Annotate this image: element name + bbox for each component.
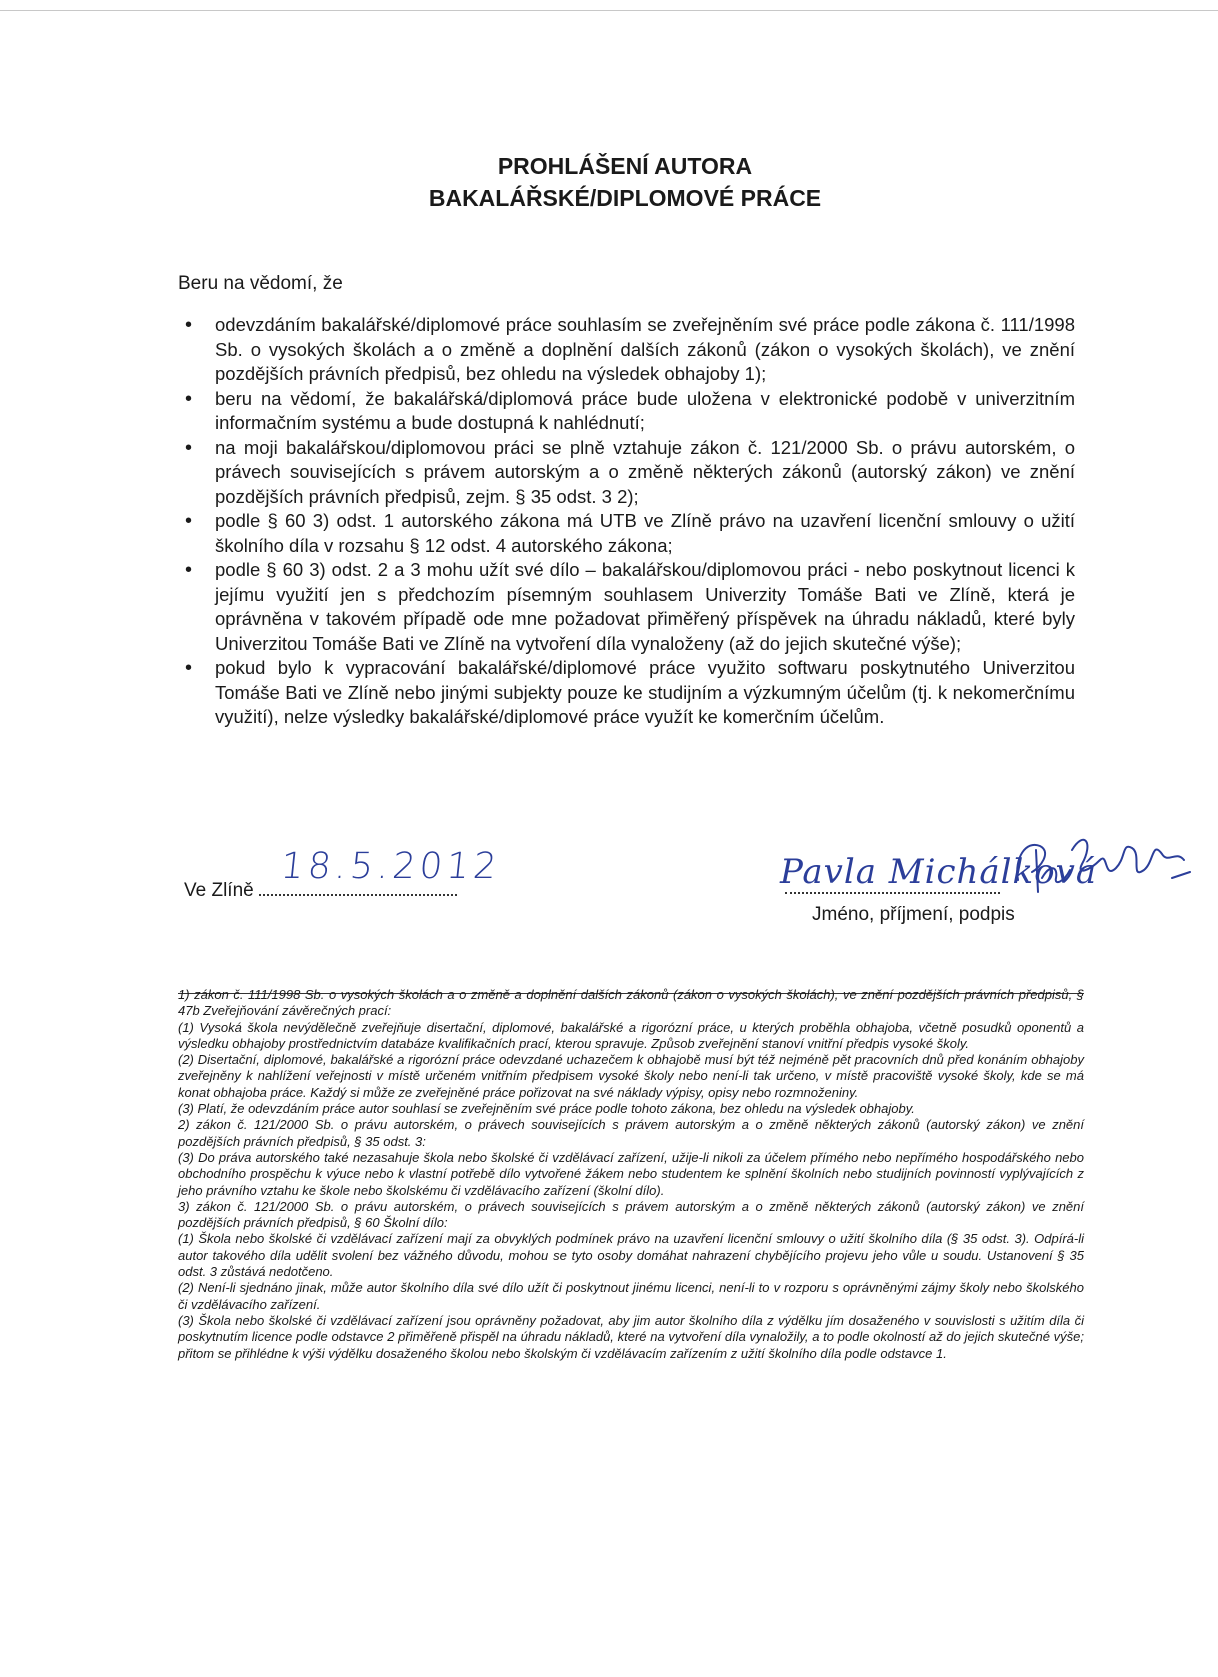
intro-text: Beru na vědomí, že xyxy=(178,273,343,294)
handwritten-date: 18.5.2012 xyxy=(278,846,503,887)
date-dotted-line xyxy=(259,846,503,896)
place-label: Ve Zlíně xyxy=(184,880,254,901)
declaration-item: • beru na vědomí, že bakalářská/diplomová práce bude uložena v elektronické podobě v univerzitním informačním systému a bude dostupná k nahlédnutí; xyxy=(215,387,1075,436)
footnote-paragraph: (3) Škola nebo školské či vzdělávací zařízení jsou oprávněny požadovat, aby jim autor školního díla z výdělku jím dosaženého v souvislosti s užitím díla či poskytnutím licence podle odstavce 2 přiměřeně přispěl na úhradu nákladů, které na vytvoření díla vynaložily, a to podle okolností až do jejich skutečné výše; přitom se přihlédne k výši výdělku dosaženého školou nebo školským či vzdělávacím zařízením z užití školního díla podle odstavce 1. xyxy=(178,1312,1084,1361)
footnote-paragraph: (3) Platí, že odevzdáním práce autor souhlasí se zveřejněním své práce podle tohoto zákona, bez ohledu na výsledek obhajoby. xyxy=(178,1101,915,1117)
footnote-paragraph: 1) zákon č. 111/1998 Sb. o vysokých školách a o změně a doplnění dalších zákonů (zákon o vysokých školách), ve znění pozdějších právních předpisů, § 47b Zveřejňování závěrečných prací: xyxy=(178,987,1084,1019)
footnotes xyxy=(178,987,1084,1362)
footnote-paragraph: (2) Disertační, diplomové, bakalářské a rigorózní práce odevzdané uchazečem k obhajobě musí být též nejméně pět pracovních dnů před konáním obhajoby zveřejněny k nahlížení veřejnosti v místě určeném vnitřním předpisem vysoké školy nebo není-li tak určeno, v místě pracoviště vysoké školy, kde se má konat obhajoba práce. Každý si může ze zveřejněné práce pořizovat na své náklady výpisy, opisy nebo rozmnoženiny. xyxy=(178,1052,1084,1100)
footnote-paragraph: 2) zákon č. 121/2000 Sb. o právu autorském, o právech souvisejících s právem autorským a o změně některých zákonů (autorský zákon) ve znění pozdějších právních předpisů, § 35 odst. 3: xyxy=(178,1117,1084,1149)
scan-top-edge xyxy=(0,10,1218,11)
declaration-item: • odevzdáním bakalářské/diplomové práce souhlasím se zveřejněním své práce podle zákona č. 111/1998 Sb. o vysokých školách a o změně a doplnění dalších zákonů (zákon o vysokých školách), ve znění pozdějších právních předpisů, bez ohledu na výsledek obhajoby 1); xyxy=(215,313,1075,387)
declaration-item: • podle § 60 3) odst. 1 autorského zákona má UTB ve Zlíně právo na uzavření licenční smlouvy o užití školního díla v rozsahu § 12 odst. 4 autorského zákona; xyxy=(215,509,1075,558)
footnote-paragraph: (1) Škola nebo školské či vzdělávací zařízení mají za obvyklých podmínek právo na uzavření licenční smlouvy o užití školního díla (§ 35 odst. 3). Odpírá-li autor takového díla udělit svolení bez vážného důvodu, mohou se tyto osoby domáhat nahrazení chybějícího projevu jeho vůle u soudu. Ustanovení § 35 odst. 3 zůstává nedotčeno. xyxy=(178,1231,1084,1280)
title-line-2: BAKALÁŘSKÉ/DIPLOMOVÉ PRÁCE xyxy=(428,185,822,211)
handwritten-name: Pavla Michálková xyxy=(780,852,1098,892)
footnote-paragraph: 3) zákon č. 121/2000 Sb. o právu autorském, o právech souvisejících s právem autorským a o změně některých zákonů (autorský zákon) ve znění pozdějších právních předpisů, § 60 Školní dílo: xyxy=(178,1198,1084,1231)
declaration-item: • podle § 60 3) odst. 2 a 3 mohu užít své dílo – bakalářskou/diplomovou práci - nebo poskytnout licenci k jejímu využití jen s předchozím písemným souhlasem Univerzity Tomáše Bati ve Zlíně, která je oprávněna v takovém případě ode mne požadovat přiměřený příspěvek na úhradu nákladů, které byly Univerzitou Tomáše Bati ve Zlíně na vytvoření díla vynaloženy (až do jejich skutečné výše); xyxy=(215,558,1075,656)
footnote-paragraph: (3) Do práva autorského také nezasahuje škola nebo školské či vzdělávací zařízení, užije-li nikoli za účelem přímého nebo nepřímého hospodářského nebo obchodního prospěchu k výuce nebo k vlastní potřebě dílo vytvořené žákem nebo studentem ke splnění školních nebo studijních povinností vyplývajících z jeho právního vztahu ke škole nebo školskému či vzdělávacího zařízení (školní dílo). xyxy=(178,1149,1084,1198)
place-date-line xyxy=(184,846,503,902)
declaration-list xyxy=(215,313,1075,730)
footnote-paragraph: (2) Není-li sjednáno jinak, může autor školního díla své dílo užít či poskytnout jinému licenci, není-li to v rozporu s oprávněnými zájmy školy nebo školského či vzdělávacího zařízení. xyxy=(178,1280,1084,1312)
document-title xyxy=(0,150,1218,214)
declaration-item: • pokud bylo k vypracování bakalářské/diplomové práce využito softwaru poskytnutého Univerzitou Tomáše Bati ve Zlíně nebo jinými subjekty pouze ke studijním a výzkumným účelům (tj. k nekomerčnímu využití), nelze výsledky bakalářské/diplomové práce využít ke komerčním účelům. xyxy=(215,656,1075,730)
footnote-paragraph: (1) Vysoká škola nevýdělečně zveřejňuje disertační, diplomové, bakalářské a rigorózní práce, u kterých proběhla obhajoba, včetně posudků oponentů a výsledku obhajoby prostřednictvím databáze kvalifikačních prací, kterou spravuje. Způsob zveřejnění stanoví vnitřní předpis vysoké školy. xyxy=(178,1019,1084,1051)
signature-dotted-line xyxy=(785,892,1000,894)
title-line-1: PROHLÁŠENÍ AUTORA xyxy=(497,153,753,179)
signature-caption: Jméno, příjmení, podpis xyxy=(812,904,1015,925)
signature-icon xyxy=(1012,820,1197,910)
declaration-item: • na moji bakalářskou/diplomovou práci se plně vztahuje zákon č. 121/2000 Sb. o právu autorském, o právech souvisejících s právem autorským a o změně některých zákonů (autorský zákon) ve znění pozdějších právních předpisů, zejm. § 35 odst. 3 2); xyxy=(215,436,1075,510)
